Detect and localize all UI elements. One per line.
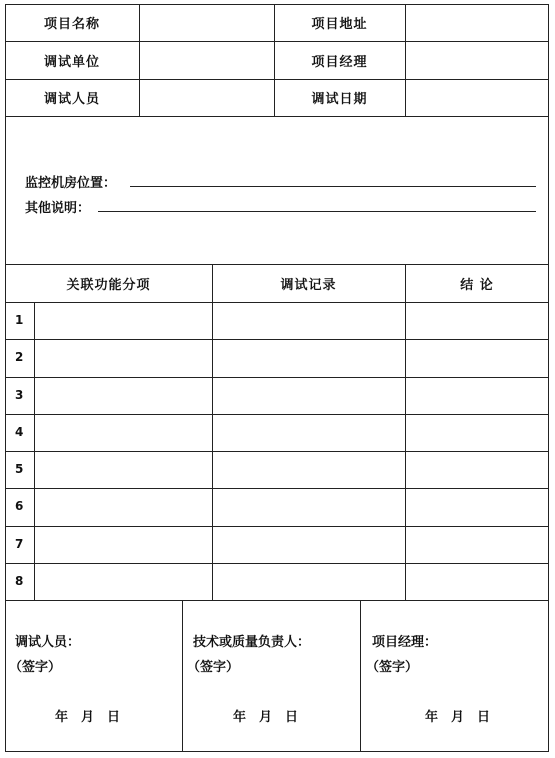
project-name-field[interactable] bbox=[140, 5, 273, 40]
grid-line bbox=[5, 414, 549, 415]
debug-unit-field[interactable] bbox=[140, 42, 273, 78]
debug-personnel-label: 调试人员 bbox=[43, 92, 100, 107]
grid-line bbox=[5, 451, 549, 452]
row-number: 8 bbox=[15, 574, 24, 588]
grid-line bbox=[5, 377, 549, 378]
row-number: 6 bbox=[15, 499, 24, 513]
grid-line bbox=[5, 563, 549, 564]
footer-tech-quality-lead-label: 技术或质量负责人： bbox=[193, 635, 311, 650]
room-location-label: 监控机房位置： bbox=[25, 176, 117, 191]
grid-line bbox=[5, 116, 549, 117]
debug-unit-label: 调试单位 bbox=[43, 54, 100, 70]
grid-line bbox=[405, 264, 406, 600]
grid-line bbox=[5, 488, 549, 489]
debug-date-label: 调试日期 bbox=[311, 92, 368, 107]
row-number: 1 bbox=[15, 313, 24, 327]
column-header-function: 关联功能分项 bbox=[66, 277, 151, 293]
footer-sign-label: （签字） bbox=[187, 660, 240, 675]
row-number: 2 bbox=[15, 350, 24, 364]
project-name-label: 项目名称 bbox=[43, 17, 100, 32]
footer-date: 年 月 日 bbox=[233, 710, 299, 725]
other-notes-label: 其他说明： bbox=[25, 201, 91, 216]
project-manager-label: 项目经理 bbox=[311, 54, 368, 70]
grid-line bbox=[5, 339, 549, 340]
column-header-record: 调试记录 bbox=[280, 277, 337, 293]
row-number: 4 bbox=[15, 425, 24, 439]
footer-date: 年 月 日 bbox=[425, 710, 491, 725]
project-manager-field[interactable] bbox=[406, 42, 548, 78]
grid-line bbox=[360, 600, 361, 752]
footer-project-manager-label: 项目经理： bbox=[372, 635, 438, 650]
row-number: 3 bbox=[15, 388, 24, 402]
project-address-field[interactable] bbox=[406, 5, 548, 40]
grid-line bbox=[212, 264, 213, 600]
row-number: 7 bbox=[15, 537, 24, 551]
footer-sign-label: （签字） bbox=[9, 660, 62, 675]
footer-sign-label: （签字） bbox=[366, 660, 419, 675]
grid-line bbox=[5, 600, 549, 601]
other-notes-field[interactable] bbox=[98, 211, 536, 212]
room-location-field[interactable] bbox=[130, 186, 536, 187]
grid-line bbox=[5, 526, 549, 527]
footer-debug-personnel-label: 调试人员： bbox=[15, 635, 81, 650]
footer-date: 年 月 日 bbox=[55, 710, 121, 725]
debug-date-field[interactable] bbox=[406, 80, 548, 115]
project-address-label: 项目地址 bbox=[311, 17, 368, 32]
grid-line bbox=[5, 302, 549, 303]
grid-line bbox=[182, 600, 183, 752]
column-header-conclusion: 结 论 bbox=[460, 277, 494, 293]
debug-personnel-field[interactable] bbox=[140, 80, 273, 115]
row-number: 5 bbox=[15, 462, 24, 476]
